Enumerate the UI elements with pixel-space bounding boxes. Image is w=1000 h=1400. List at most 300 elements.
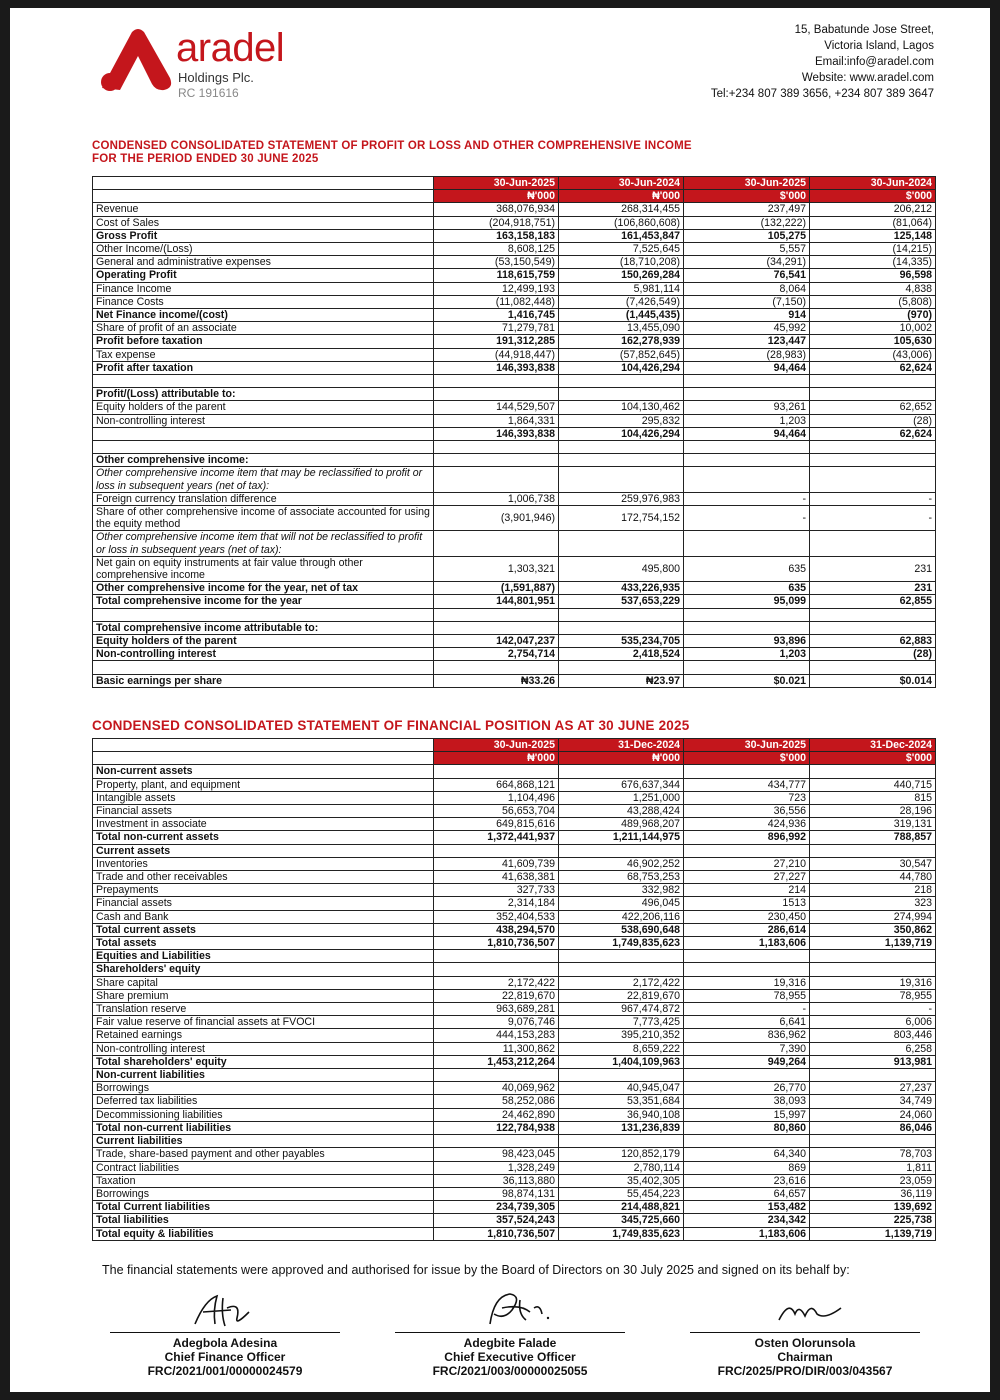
row-value: 41,638,381	[434, 871, 559, 884]
row-value	[684, 467, 810, 492]
financial-position-row	[93, 765, 936, 778]
row-label	[93, 608, 434, 621]
financial-position-row	[93, 1016, 936, 1029]
row-value: (28)	[810, 414, 936, 427]
row-value: 537,653,229	[559, 595, 684, 608]
row-label: Other Income/(Loss)	[93, 243, 434, 256]
row-value: 62,624	[810, 427, 936, 440]
financial-position-row	[93, 1029, 936, 1042]
row-label: Non-current liabilities	[93, 1069, 434, 1082]
profit-loss-row	[93, 322, 936, 335]
profit-loss-row	[93, 454, 936, 467]
profit-loss-title-line2: FOR THE PERIOD ENDED 30 JUNE 2025	[92, 153, 319, 165]
row-value	[559, 950, 684, 963]
row-label: Prepayments	[93, 884, 434, 897]
row-value: 350,862	[810, 923, 936, 936]
financial-position-row	[93, 871, 936, 884]
row-value: 440,715	[810, 778, 936, 791]
row-value	[559, 441, 684, 454]
row-value: 1,139,719	[810, 1227, 936, 1240]
row-value: (34,291)	[684, 256, 810, 269]
row-value: 10,002	[810, 322, 936, 335]
profit-loss-row	[93, 556, 936, 581]
row-label: Profit/(Loss) attributable to:	[93, 388, 434, 401]
row-value: 231	[810, 582, 936, 595]
row-value: 231	[810, 556, 936, 581]
row-value: 7,525,645	[559, 243, 684, 256]
row-value: 1,810,736,507	[434, 937, 559, 950]
profit-loss-row	[93, 661, 936, 674]
row-value: 1,749,835,623	[559, 1227, 684, 1240]
row-value: 24,060	[810, 1108, 936, 1121]
company-rc-number: RC 191616	[178, 86, 239, 100]
row-value: (18,710,208)	[559, 256, 684, 269]
signature-icon	[450, 1290, 570, 1330]
row-value: 94,464	[684, 361, 810, 374]
row-label: Revenue	[93, 203, 434, 216]
signature-icon	[745, 1290, 865, 1330]
row-label: Basic earnings per share	[93, 674, 434, 687]
row-value: 332,982	[559, 884, 684, 897]
row-value: 1,303,321	[434, 556, 559, 581]
row-value	[559, 1069, 684, 1082]
profit-loss-header-units	[93, 190, 936, 203]
signatory-title: Chief Finance Officer	[164, 1350, 286, 1364]
row-label	[93, 441, 434, 454]
row-value: 95,099	[684, 595, 810, 608]
row-value: 8,659,222	[559, 1042, 684, 1055]
profit-loss-row	[93, 621, 936, 634]
row-label: Total comprehensive income attributable to:	[93, 621, 434, 634]
row-label: Shareholders' equity	[93, 963, 434, 976]
row-value: 62,855	[810, 595, 936, 608]
row-label: Equity holders of the parent	[93, 401, 434, 414]
row-value: 635	[684, 556, 810, 581]
row-value	[434, 608, 559, 621]
row-value: 118,615,759	[434, 269, 559, 282]
row-label: Share capital	[93, 976, 434, 989]
row-value: 214,488,821	[559, 1201, 684, 1214]
row-value: 225,738	[810, 1214, 936, 1227]
row-value: 36,940,108	[559, 1108, 684, 1121]
profit-loss-row	[93, 441, 936, 454]
financial-position-row	[93, 1187, 936, 1200]
row-value: 172,754,152	[559, 506, 684, 531]
profit-loss-row	[93, 375, 936, 388]
row-value: 234,342	[684, 1214, 810, 1227]
row-label: Equities and Liabilities	[93, 950, 434, 963]
row-value	[559, 531, 684, 556]
row-value: 319,131	[810, 818, 936, 831]
row-value	[684, 963, 810, 976]
row-value: (5,808)	[810, 295, 936, 308]
row-value: 22,819,670	[559, 989, 684, 1002]
row-value: 104,426,294	[559, 427, 684, 440]
profit-loss-row	[93, 674, 936, 687]
row-value: 78,955	[810, 989, 936, 1002]
row-value: 104,130,462	[559, 401, 684, 414]
row-label: Fair value reserve of financial assets at FVOCI	[93, 1016, 434, 1029]
row-value	[559, 844, 684, 857]
row-label: Share of other comprehensive income of associate accounted for using the equity method	[93, 506, 434, 531]
row-value: 96,598	[810, 269, 936, 282]
row-value: 495,800	[559, 556, 684, 581]
row-value	[684, 531, 810, 556]
financial-position-row	[93, 1108, 936, 1121]
row-value: 1,810,736,507	[434, 1227, 559, 1240]
row-value: 40,069,962	[434, 1082, 559, 1095]
profit-loss-row	[93, 361, 936, 374]
row-label	[93, 661, 434, 674]
row-value	[810, 963, 936, 976]
row-value: 2,780,114	[559, 1161, 684, 1174]
row-value	[684, 1135, 810, 1148]
row-value: 1,811	[810, 1161, 936, 1174]
row-value	[434, 950, 559, 963]
header-date: 30-Jun-2025	[434, 177, 559, 190]
financial-position-row	[93, 1201, 936, 1214]
row-value: 788,857	[810, 831, 936, 844]
row-value: 9,076,746	[434, 1016, 559, 1029]
document-page	[10, 8, 990, 1392]
header-unit: ₦'000	[434, 752, 559, 765]
address-email: Email:info@aradel.com	[814, 56, 934, 68]
row-value: 24,462,890	[434, 1108, 559, 1121]
profit-loss-row	[93, 401, 936, 414]
profit-loss-row	[93, 256, 936, 269]
row-label: Other comprehensive income:	[93, 454, 434, 467]
row-value	[684, 765, 810, 778]
header-blank-cell	[93, 752, 434, 765]
header-date: 31-Dec-2024	[559, 739, 684, 752]
header-blank-cell	[93, 177, 434, 190]
row-value: 438,294,570	[434, 923, 559, 936]
financial-position-row	[93, 1148, 936, 1161]
row-value: 6,006	[810, 1016, 936, 1029]
row-value: 144,529,507	[434, 401, 559, 414]
row-value: 78,703	[810, 1148, 936, 1161]
signatory-frc: FRC/2021/001/00000024579	[147, 1364, 303, 1378]
company-address	[711, 22, 934, 102]
row-value: 395,210,352	[559, 1029, 684, 1042]
row-value: 352,404,533	[434, 910, 559, 923]
row-label: Non-controlling interest	[93, 414, 434, 427]
signatory-frc: FRC/2025/PRO/DIR/003/043567	[717, 1364, 893, 1378]
financial-position-row	[93, 1069, 936, 1082]
row-value: (53,150,549)	[434, 256, 559, 269]
row-value: 34,749	[810, 1095, 936, 1108]
row-value: 268,314,455	[559, 203, 684, 216]
row-value	[684, 388, 810, 401]
signatory-name: Adegbite Falade	[463, 1336, 557, 1350]
row-value: 22,819,670	[434, 989, 559, 1002]
row-value: 6,641	[684, 1016, 810, 1029]
row-value	[684, 454, 810, 467]
row-label: Equity holders of the parent	[93, 635, 434, 648]
row-value: -	[684, 1003, 810, 1016]
row-label: Non-controlling interest	[93, 1042, 434, 1055]
company-logo	[96, 26, 336, 106]
signatory-ceo	[395, 1290, 625, 1378]
row-value: (970)	[810, 309, 936, 322]
profit-loss-row	[93, 492, 936, 505]
row-label: Profit after taxation	[93, 361, 434, 374]
row-value: 44,780	[810, 871, 936, 884]
row-value: 105,630	[810, 335, 936, 348]
profit-loss-row	[93, 427, 936, 440]
row-value: 444,153,283	[434, 1029, 559, 1042]
header-unit: $'000	[810, 752, 936, 765]
row-value: 259,976,983	[559, 492, 684, 505]
financial-position-row	[93, 923, 936, 936]
row-value: 1,203	[684, 414, 810, 427]
row-value	[559, 661, 684, 674]
signatory-frc: FRC/2021/003/00000025055	[432, 1364, 588, 1378]
row-value: 8,064	[684, 282, 810, 295]
row-label: Total non-current assets	[93, 831, 434, 844]
row-value	[684, 950, 810, 963]
profit-loss-row	[93, 203, 936, 216]
row-value: 1,006,738	[434, 492, 559, 505]
signature-line	[110, 1332, 340, 1333]
row-value: 98,874,131	[434, 1187, 559, 1200]
row-value: 1,453,212,264	[434, 1055, 559, 1068]
row-label: Deferred tax liabilities	[93, 1095, 434, 1108]
signature-icon	[165, 1290, 285, 1330]
profit-loss-row	[93, 608, 936, 621]
row-value: 234,739,305	[434, 1201, 559, 1214]
approval-statement: The financial statements were approved and authorised for issue by the Board of Directors on 30 July 2025 and signed on its behalf by:	[102, 1263, 850, 1277]
row-value	[810, 608, 936, 621]
row-value: 357,524,243	[434, 1214, 559, 1227]
row-value: 836,962	[684, 1029, 810, 1042]
row-value	[434, 1069, 559, 1082]
row-value: 26,770	[684, 1082, 810, 1095]
row-value: 368,076,934	[434, 203, 559, 216]
row-label: General and administrative expenses	[93, 256, 434, 269]
row-value	[559, 454, 684, 467]
financial-position-row	[93, 1121, 936, 1134]
row-value	[434, 661, 559, 674]
row-value: 967,474,872	[559, 1003, 684, 1016]
row-value: 15,997	[684, 1108, 810, 1121]
row-label: Total assets	[93, 937, 434, 950]
row-value: 55,454,223	[559, 1187, 684, 1200]
row-value: 345,725,660	[559, 1214, 684, 1227]
row-value: 1,104,496	[434, 791, 559, 804]
row-value	[684, 441, 810, 454]
profit-loss-row	[93, 348, 936, 361]
financial-position-row	[93, 791, 936, 804]
row-value	[684, 661, 810, 674]
row-value: 19,316	[684, 976, 810, 989]
row-value	[810, 1135, 936, 1148]
row-value: (11,082,448)	[434, 295, 559, 308]
financial-position-header-units	[93, 752, 936, 765]
row-value: 13,455,090	[559, 322, 684, 335]
row-value: 105,275	[684, 229, 810, 242]
profit-loss-row	[93, 595, 936, 608]
row-value: 163,158,183	[434, 229, 559, 242]
header-unit: ₦'000	[559, 190, 684, 203]
row-value	[434, 963, 559, 976]
financial-position-row	[93, 1227, 936, 1240]
header-date: 30-Jun-2024	[810, 177, 936, 190]
financial-position-row	[93, 778, 936, 791]
profit-loss-row	[93, 335, 936, 348]
row-value: 5,981,114	[559, 282, 684, 295]
financial-position-row	[93, 1003, 936, 1016]
row-value: 237,497	[684, 203, 810, 216]
row-value	[810, 454, 936, 467]
row-value: 30,547	[810, 857, 936, 870]
financial-position-row	[93, 805, 936, 818]
row-value	[810, 531, 936, 556]
header-blank-cell	[93, 190, 434, 203]
row-value: 7,390	[684, 1042, 810, 1055]
row-value: (1,591,887)	[434, 582, 559, 595]
row-value: 1,372,441,937	[434, 831, 559, 844]
financial-position-row	[93, 1042, 936, 1055]
row-value	[810, 441, 936, 454]
signature-line	[395, 1332, 625, 1333]
financial-position-row	[93, 884, 936, 897]
row-value: (14,335)	[810, 256, 936, 269]
financial-position-row	[93, 989, 936, 1002]
row-value: 36,113,880	[434, 1174, 559, 1187]
profit-loss-row	[93, 531, 936, 556]
row-label: Trade and other receivables	[93, 871, 434, 884]
address-line: Victoria Island, Lagos	[824, 40, 934, 52]
row-value: 58,252,086	[434, 1095, 559, 1108]
row-value: 422,206,116	[559, 910, 684, 923]
profit-loss-row	[93, 309, 936, 322]
profit-loss-row	[93, 506, 936, 531]
row-value: 2,754,714	[434, 648, 559, 661]
row-value	[559, 608, 684, 621]
row-value: 723	[684, 791, 810, 804]
row-label: Total current assets	[93, 923, 434, 936]
row-value: 489,968,207	[559, 818, 684, 831]
row-value	[684, 375, 810, 388]
row-value: (57,852,645)	[559, 348, 684, 361]
row-value: 8,608,125	[434, 243, 559, 256]
row-value: 162,278,939	[559, 335, 684, 348]
profit-loss-row	[93, 295, 936, 308]
row-value: 146,393,838	[434, 427, 559, 440]
row-value: ₦23.97	[559, 674, 684, 687]
row-label: Net gain on equity instruments at fair value through other comprehensive income	[93, 556, 434, 581]
row-value: 27,210	[684, 857, 810, 870]
row-label: Taxation	[93, 1174, 434, 1187]
row-value: 1,328,249	[434, 1161, 559, 1174]
header-date: 30-Jun-2025	[684, 177, 810, 190]
row-value: 43,288,424	[559, 805, 684, 818]
row-label: Profit before taxation	[93, 335, 434, 348]
row-value	[434, 388, 559, 401]
row-value: 64,340	[684, 1148, 810, 1161]
row-value: 1,864,331	[434, 414, 559, 427]
row-value: 62,624	[810, 361, 936, 374]
row-value: -	[810, 506, 936, 531]
header-unit: $'000	[810, 190, 936, 203]
row-label: Foreign currency translation difference	[93, 492, 434, 505]
row-label: Operating Profit	[93, 269, 434, 282]
row-value: 11,300,862	[434, 1042, 559, 1055]
row-value: 4,838	[810, 282, 936, 295]
row-label: Property, plant, and equipment	[93, 778, 434, 791]
row-value: 535,234,705	[559, 635, 684, 648]
row-value	[434, 844, 559, 857]
row-label: Total non-current liabilities	[93, 1121, 434, 1134]
row-value: 1,211,144,975	[559, 831, 684, 844]
row-value: 1,416,745	[434, 309, 559, 322]
row-label: Cash and Bank	[93, 910, 434, 923]
row-value: 98,423,045	[434, 1148, 559, 1161]
row-label: Other comprehensive income item that may be reclassified to profit or loss in subsequent years (net of tax):	[93, 467, 434, 492]
row-value	[559, 621, 684, 634]
row-value: -	[684, 506, 810, 531]
profit-loss-row	[93, 414, 936, 427]
row-label: Retained earnings	[93, 1029, 434, 1042]
row-label: Decommissioning liabilities	[93, 1108, 434, 1121]
row-value	[559, 1135, 684, 1148]
row-value: 45,992	[684, 322, 810, 335]
header-date: 30-Jun-2024	[559, 177, 684, 190]
row-value: 496,045	[559, 897, 684, 910]
row-value: 62,652	[810, 401, 936, 414]
financial-position-row	[93, 1082, 936, 1095]
signatory-title: Chief Executive Officer	[444, 1350, 576, 1364]
row-value	[434, 1135, 559, 1148]
row-value: 1,404,109,963	[559, 1055, 684, 1068]
row-value: (7,150)	[684, 295, 810, 308]
row-value: 869	[684, 1161, 810, 1174]
row-value	[434, 467, 559, 492]
row-value: (28)	[810, 648, 936, 661]
signature-line	[690, 1332, 920, 1333]
financial-position-row	[93, 1055, 936, 1068]
row-value: 434,777	[684, 778, 810, 791]
profit-loss-title-line1: CONDENSED CONSOLIDATED STATEMENT OF PROFIT OR LOSS AND OTHER COMPREHENSIVE INCOME	[92, 140, 692, 152]
row-value: 913,981	[810, 1055, 936, 1068]
row-value: 41,609,739	[434, 857, 559, 870]
row-label: Tax expense	[93, 348, 434, 361]
row-value: 676,637,344	[559, 778, 684, 791]
row-value: 46,902,252	[559, 857, 684, 870]
row-value	[559, 765, 684, 778]
row-value: (106,860,608)	[559, 216, 684, 229]
header-date: 31-Dec-2024	[810, 739, 936, 752]
row-value: 125,148	[810, 229, 936, 242]
financial-position-row	[93, 1161, 936, 1174]
row-value	[434, 375, 559, 388]
row-value: 635	[684, 582, 810, 595]
financial-position-row	[93, 831, 936, 844]
row-value: 78,955	[684, 989, 810, 1002]
row-value: 2,418,524	[559, 648, 684, 661]
row-value: 35,402,305	[559, 1174, 684, 1187]
row-value: 123,447	[684, 335, 810, 348]
row-label: Finance Costs	[93, 295, 434, 308]
row-value: $0.021	[684, 674, 810, 687]
row-value: 144,801,951	[434, 595, 559, 608]
row-value: ₦33.26	[434, 674, 559, 687]
row-value: 53,351,684	[559, 1095, 684, 1108]
row-value: 206,212	[810, 203, 936, 216]
row-label: Total liabilities	[93, 1214, 434, 1227]
row-value: 36,119	[810, 1187, 936, 1200]
